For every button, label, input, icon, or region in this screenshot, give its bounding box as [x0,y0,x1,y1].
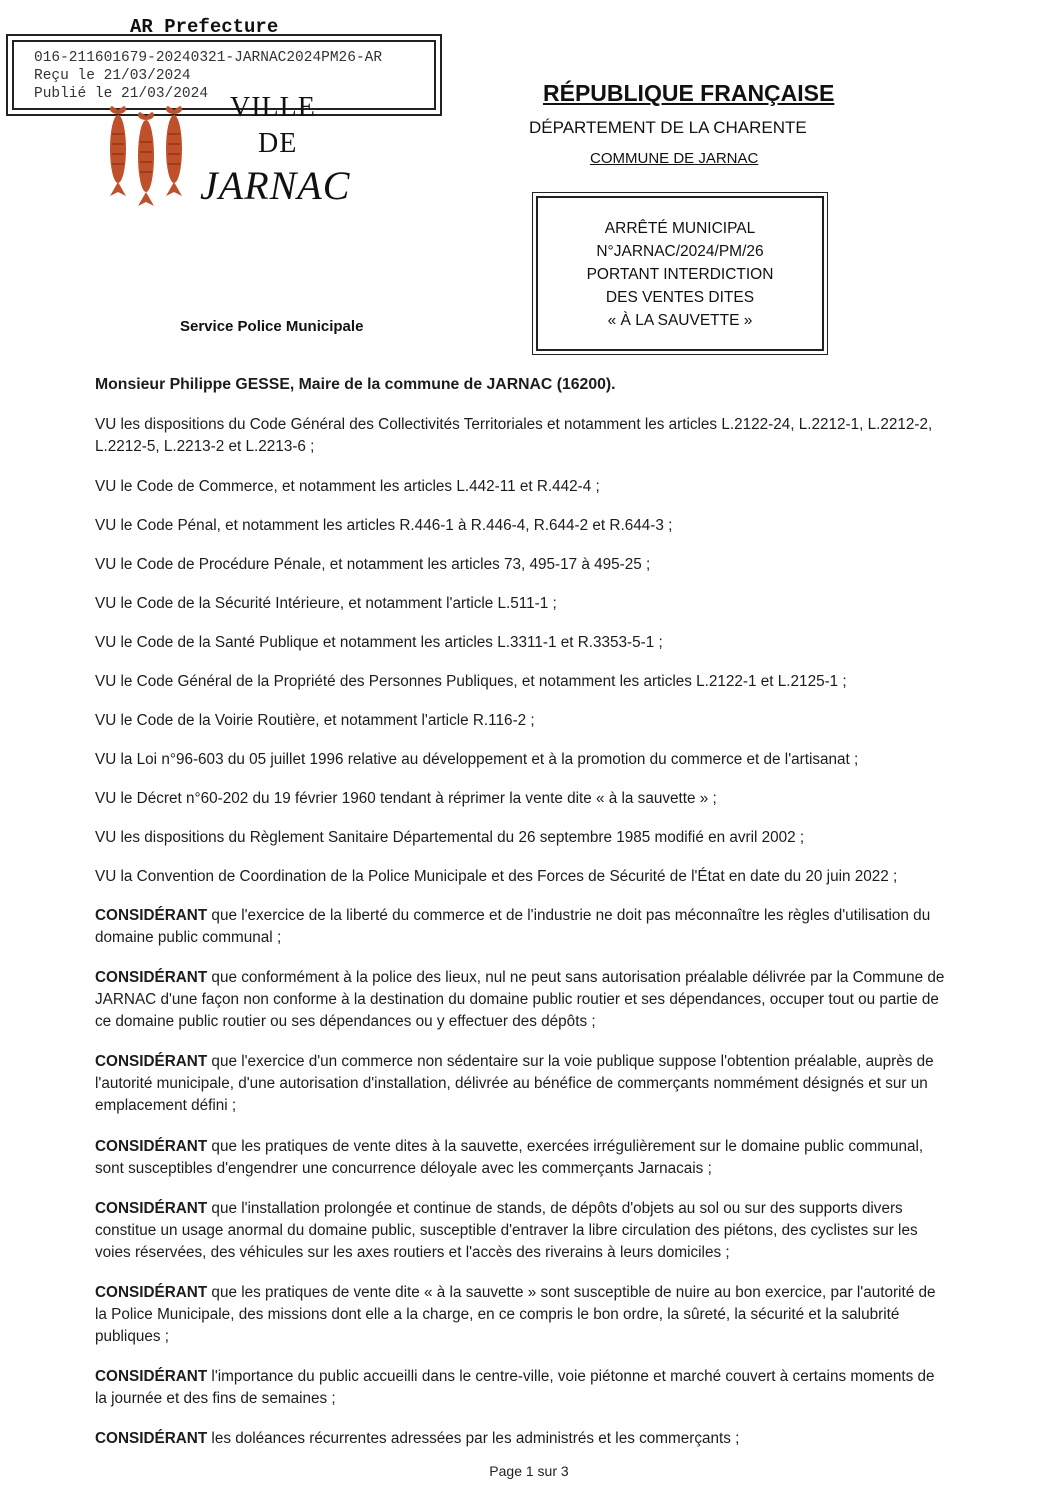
paragraph-text: que l'exercice de la liberté du commerce et de l'industrie ne doit pas méconnaître les règles d'utilisation du domaine public communal ; [95,907,931,946]
paragraph-text: que les pratiques de vente dites à la sauvette, exercées irrégulièrement sur le domaine public communal, sont susceptibles d'engendrer une concurrence déloyale avec les commerçants Jarnacais ; [95,1138,924,1177]
vu-paragraph [95,866,947,888]
paragraph-text: VU les dispositions du Code Général des Collectivités Territoriales et notamment les articles L.2122-24, L.2212-1, L.2212-2, L.2212-5, L.2213-2 et L.2213-6 ; [95,416,933,455]
paragraph-text: VU le Décret n°60-202 du 19 février 1960 tendant à réprimer la vente dite « à la sauvette » ; [95,790,717,807]
arrete-line: PORTANT INTERDICTION [586,266,774,283]
considerant-paragraph [95,1051,947,1117]
logo-line-de: DE [258,128,298,159]
vu-paragraph [95,414,947,458]
paragraph-text: VU le Code Pénal, et notamment les articles R.446-1 à R.446-4, R.644-2 et R.644-3 ; [95,517,673,534]
vu-paragraph [95,788,947,810]
fish-emblem-icon [100,104,195,214]
department-title: DÉPARTEMENT DE LA CHARENTE [529,118,807,137]
considerant-keyword: CONSIDÉRANT [95,1284,208,1301]
considerant-keyword: CONSIDÉRANT [95,1053,208,1070]
vu-paragraph [95,593,947,615]
page-number: Page 1 sur 3 [489,1463,569,1479]
stamp-received-date: Reçu le 21/03/2024 [34,68,191,84]
considerant-paragraph [95,1428,947,1450]
republic-title: RÉPUBLIQUE FRANÇAISE [543,80,835,106]
considerant-keyword: CONSIDÉRANT [95,1138,208,1155]
paragraph-text: VU la Convention de Coordination de la Police Municipale et des Forces de Sécurité de l'État en date du 20 juin 2022 ; [95,868,898,885]
stamp-published-date: Publié le 21/03/2024 [34,86,209,102]
paragraph-text: l'importance du public accueilli dans le centre-ville, voie piétonne et marché couvert à certains moments de la journée et des fins de semaines ; [95,1368,935,1407]
arrete-line: « À LA SAUVETTE » [607,312,753,329]
paragraph-text: que conformément à la police des lieux, nul ne peut sans autorisation préalable délivrée par la Commune de JARNAC d'une façon non conforme à la destination du domaine public routier et ses dépendances, occuper tout ou partie de ce domaine public routier ou ses dépendances ou y effectuer des dépôts ; [95,969,945,1030]
considerant-paragraph [95,1198,947,1264]
paragraph-text: que l'exercice d'un commerce non sédentaire sur la voie publique suppose l'obtention préalable, auprès de l'autorité municipale, d'une autorisation d'installation, délivrée au bénéfice de commerçants nommément désignés et sur un emplacement défini ; [95,1053,934,1114]
vu-paragraph [95,710,947,732]
arrete-line: ARRÊTÉ MUNICIPAL [604,220,756,237]
considerant-keyword: CONSIDÉRANT [95,1430,208,1447]
paragraph-text: VU le Code de la Santé Publique et notamment les articles L.3311-1 et R.3353-5-1 ; [95,634,663,651]
paragraph-text: VU le Code de la Voirie Routière, et notamment l'article R.116-2 ; [95,712,535,729]
paragraph-text: VU le Code de la Sécurité Intérieure, et notamment l'article L.511-1 ; [95,595,557,612]
commune-title: COMMUNE DE JARNAC [590,150,759,167]
vu-paragraph [95,749,947,771]
considerant-paragraph [95,905,947,949]
arrete-number: N°JARNAC/2024/PM/26 [596,243,764,260]
vu-paragraph [95,554,947,576]
considerant-keyword: CONSIDÉRANT [95,1200,208,1217]
stamp-reference: 016-211601679-20240321-JARNAC2024PM26-AR [34,50,383,66]
considerant-keyword: CONSIDÉRANT [95,969,208,986]
paragraph-text: les doléances récurrentes adressées par les administrés et les commerçants ; [207,1430,740,1447]
vu-paragraph [95,476,947,498]
arrete-line: DES VENTES DITES [605,289,755,306]
logo-line-jarnac: JARNAC [200,163,351,208]
paragraph-text: VU le Code Général de la Propriété des Personnes Publiques, et notamment les articles L.2122-1 et L.2125-1 ; [95,673,847,690]
paragraph-text: que l'installation prolongée et continue de stands, de dépôts d'objets au sol ou sur des supports divers constitue un usage anormal du domaine public, susceptible d'entraver la libre circulation des piétons, des cyclistes sur les voies réservées, des véhicules sur les axes routiers et l'accès des riverains à leurs domiciles ; [95,1200,918,1261]
ville-de-jarnac-logo [100,92,380,212]
considerant-paragraph [95,1136,947,1180]
stamp-title: AR Prefecture [130,16,279,38]
paragraph-text: VU la Loi n°96-603 du 05 juillet 1996 relative au développement et à la promotion du commerce et de l'artisanat ; [95,751,859,768]
considerant-keyword: CONSIDÉRANT [95,907,208,924]
service-label: Service Police Municipale [180,318,364,335]
vu-paragraph [95,632,947,654]
arrete-title-box [536,196,824,351]
mayor-statement [95,374,947,396]
considerant-paragraph [95,967,947,1033]
mayor-name-line: Monsieur Philippe GESSE, Maire de la commune de JARNAC (16200). [95,376,616,393]
vu-paragraph [95,827,947,849]
considerant-keyword: CONSIDÉRANT [95,1368,208,1385]
paragraph-text: VU le Code de Commerce, et notamment les articles L.442-11 et R.442-4 ; [95,478,600,495]
paragraph-text: VU les dispositions du Règlement Sanitaire Départemental du 26 septembre 1985 modifié en avril 2002 ; [95,829,805,846]
logo-line-ville: VILLE [230,92,316,123]
considerant-paragraph [95,1366,947,1410]
vu-paragraph [95,515,947,537]
considerant-paragraph [95,1282,947,1348]
paragraph-text: VU le Code de Procédure Pénale, et notamment les articles 73, 495-17 à 495-25 ; [95,556,651,573]
vu-paragraph [95,671,947,693]
paragraph-text: que les pratiques de vente dite « à la sauvette » sont susceptible de nuire au bon exercice, par l'autorité de la Police Municipale, des missions dont elle a la charge, en ce compris le bon ordre, la sûreté, la sécurité et la salubrité publiques ; [95,1284,936,1345]
